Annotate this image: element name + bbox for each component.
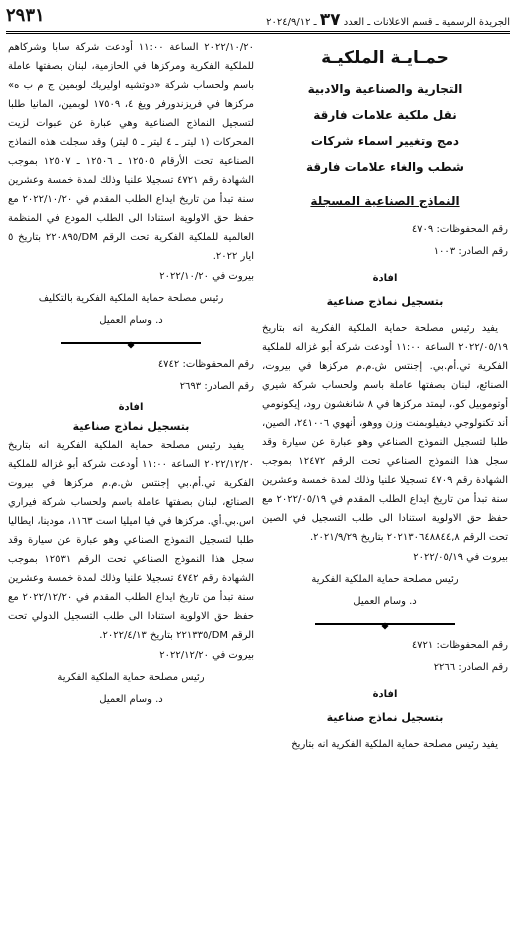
- section-title-line-4: شطب والغاء علامات فارقة: [306, 160, 464, 174]
- signer-name: د. وسام العميل: [99, 694, 163, 705]
- notice-label: افادة: [372, 689, 398, 700]
- header-gazette-label: الجريدة الرسمية ـ قسم الاعلانات ـ العدد: [343, 17, 510, 28]
- section-title-line-1: التجارية والصناعية والادبية: [307, 82, 463, 96]
- section-title-line-2: نقل ملكية علامات فارقة: [313, 108, 457, 122]
- outgoing-number: رقم الصادر: ١٠٠٣: [433, 246, 508, 257]
- signer-title: رئيس مصلحة حماية الملكية الفكرية: [311, 574, 459, 585]
- notice-label: افادة: [372, 273, 398, 284]
- page-header: [6, 4, 510, 30]
- header-divider: [6, 31, 510, 34]
- archive-number: رقم المحفوظات: ٤٧٤٢: [157, 359, 254, 370]
- signer-title: رئيس مصلحة حماية الملكية الفكرية: [57, 672, 205, 683]
- notice-subject: بتسجيل نماذج صناعية: [72, 420, 190, 433]
- archive-number: رقم المحفوظات: ٤٧٢١: [411, 640, 508, 651]
- archive-number: رقم المحفوظات: ٤٧٠٩: [411, 224, 508, 235]
- notice-body: يفيد رئيس مصلحة حماية الملكية الفكرية انه بتاريخ ٢٠٢٢/٠٥/١٩ الساعة ١١:٠٠ أودعت شركة أبو غزاله للملكية الفكرية تي.أم.بي. إجنتس ش.م.م مركزها في بيروت، الصنائع، لبنان بصفتها عاملة باسم ولحساب شركة شيري أوتوموبيل كو.، ليمتد مركزها في ٨ شانغشون رود، إيكونومي أند تكنولوجي ديفيلوبمنت وزن ووهو، أنهوي ٢٤١٠٠٦، الصين، طلبا لتسجيل النموذج الصناعي وهو عبارة عن سيارة وقد سجل هذا النموذج الصناعي تحت الرقم ١٢٤٧٢ بموجب الشهادة رقم ٤٧٠٩ تسجيلا علنيا وذلك لمدة خمسة وعشرين سنة تبدأ من تاريخ ايداع الطلب المقدم في ٢٠٢٢/٠٥/١٩ مع حفظ حق الاولوية استنادا الى طلب التسجيل في الصين تحت الرقم ٢٠٢١٣٠٦٤٨٨٤٤,٨ بتاريخ ٢٠٢١/٩/٢٩.: [262, 323, 509, 543]
- section-title-main: حمـايـة الملكيـة: [321, 48, 449, 68]
- notice-subject: بتسجيل نماذج صناعية: [326, 295, 444, 308]
- right-column: [262, 38, 508, 754]
- place-date: بيروت في ٢٠٢٢/١٢/٢٠: [159, 650, 254, 661]
- subsection-heading: النماذج الصناعية المسجلة: [310, 194, 460, 208]
- notice-label: افادة: [118, 402, 144, 413]
- signer-name: د. وسام العميل: [353, 596, 417, 607]
- notice-body-continued: ٢٠٢٢/١٠/٢٠ الساعة ١١:٠٠ أودعت شركة سابا وشركاهم للملكية الفكرية ومركزها في الحازمية، لبنان بصفتها عاملة باسم ولحساب شركة «دوتشيه اوليريك لوبمين ج م ب ه» مركزها في فريزندورفر ويغ ٤، ١٧٥٠٩ لوبمين، المانيا طلبا لتسجيل النماذج الصناعية وهي عبارة عن عبوات لزيت المحركات (١ ليتر ـ ٤ ليتر ـ ٥ ليتر) وقد سجلت هذه النماذج الصناعية تحت الأرقام ١٢٥٠٥ ـ ١٢٥٠٦ ـ ١٢٥٠٧ بموجب الشهادة رقم ٤٧٢١ تسجيلا علنيا وذلك لمدة خمسة وعشرين سنة تبدأ من تاريخ ايداع الطلب المقدم في ٢٠٢٢/١٠/٢٠ مع حفظ حق الاولوية استنادا الى الطلب المودع في المنظمة العالمية للملكية الفكرية تحت الرقم DM/٢٢٠٨٩٥ بتاريخ ٥ ايار ٢٠٢٢.: [8, 42, 255, 262]
- notice-divider: [315, 621, 455, 627]
- header-issue-number: ٣٧: [319, 10, 341, 30]
- place-date: بيروت في ٢٠٢٢/٠٥/١٩: [413, 552, 508, 563]
- place-date: بيروت في ٢٠٢٢/١٠/٢٠: [159, 271, 254, 282]
- section-title-line-3: دمج وتغيير اسماء شركات: [310, 134, 460, 148]
- outgoing-number: رقم الصادر: ٢٦٩٣: [179, 381, 254, 392]
- header-title: [266, 10, 510, 30]
- left-column: [8, 38, 254, 711]
- signer-name: د. وسام العميل: [99, 315, 163, 326]
- outgoing-number: رقم الصادر: ٢٢٦٦: [433, 662, 508, 673]
- notice-divider: [61, 340, 201, 346]
- notice-subject: بتسجيل نماذج صناعية: [326, 711, 444, 724]
- page-number: ٢٩٣١: [6, 5, 45, 26]
- header-date: ـ ٢٠٢٤/٩/١٢: [266, 17, 317, 28]
- signer-title: رئيس مصلحة حماية الملكية الفكرية بالتكليف: [38, 293, 224, 304]
- notice-body: يفيد رئيس مصلحة حماية الملكية الفكرية انه بتاريخ: [291, 739, 498, 750]
- notice-body: يفيد رئيس مصلحة حماية الملكية الفكرية انه بتاريخ ٢٠٢٢/١٢/٢٠ الساعة ١١:٠٠ أودعت شركة أبو غزاله للملكية الفكرية تي.أم.بي إجنتس ش.م.م مركزها في بيروت الصنائع، لبنان بصفتها عاملة باسم ولحساب شركة فيراري اس.بي.أي. مركزها في فيا اميليا است ١١٦٣، مودينا، ايطاليا طلبا لتسجيل النموذج الصناعي وهو عبارة عن سيارة وقد سجل هذا النموذج الصناعي تحت الرقم ١٢٥٣١ بموجب الشهادة رقم ٤٧٤٢ تسجيلا علنيا وذلك لمدة خمسة وعشرين سنة تبدأ من تاريخ ايداع الطلب المقدم في ٢٠٢٢/١٢/٢٠ مع حفظ حق الاولوية استنادا الى طلب التسجيل الدولي تحت الرقم DM/٢٢١٣٣٥ بتاريخ ٢٠٢٢/٤/١٣.: [8, 440, 255, 641]
